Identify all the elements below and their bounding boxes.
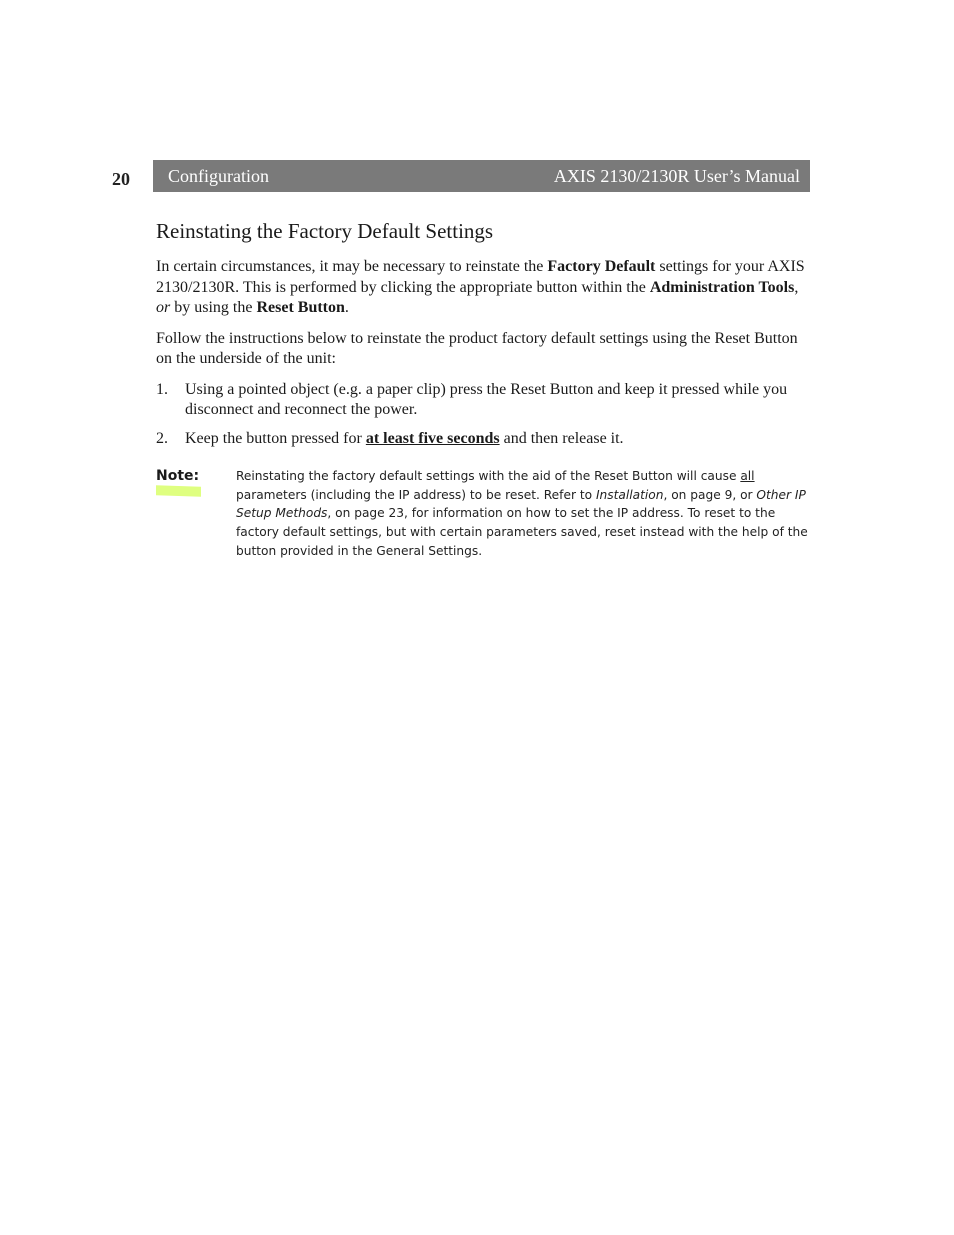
note-text <box>236 467 808 561</box>
running-header <box>153 160 810 192</box>
header-manual-title: AXIS 2130/2130R User’s Manual <box>553 165 800 186</box>
underlined-all: all <box>740 469 755 483</box>
text-run: . <box>344 299 349 316</box>
highlight-mark <box>156 485 201 497</box>
bold-term-administration-tools: Administration Tools <box>649 278 795 296</box>
text-run: , on page 9, or <box>663 487 757 502</box>
bold-term-factory-default: Factory Default <box>547 258 656 275</box>
header-section-title: Configuration <box>168 165 269 186</box>
reference-installation: Installation <box>595 487 664 502</box>
step-number: 1. <box>156 380 168 398</box>
text-run: In certain circumstances, it may be necessary to reinstate the <box>156 258 548 275</box>
instructions-paragraph: Follow the instructions below to reinstate the product factory default settings using the Reset Button on the underside of the unit: <box>156 329 798 367</box>
emphasized-duration: at least five seconds <box>365 429 500 447</box>
intro-paragraph <box>156 257 808 319</box>
text-run: , <box>794 278 799 296</box>
text-run: by using the <box>170 299 257 316</box>
step-text: Keep the button pressed for <box>185 429 366 447</box>
note-label: Note: <box>156 468 200 484</box>
step-text: Using a pointed object (e.g. a paper clip) press the Reset Button and keep it pressed while you disconnect and reconnect the power. <box>185 380 788 418</box>
bold-term-reset-button: Reset Button <box>256 299 345 316</box>
text-run: Reinstating the factory default settings with the aid of the Reset Button will cause <box>236 469 741 483</box>
list-item <box>156 429 808 450</box>
list-item <box>156 380 808 421</box>
text-run: , on page 23, for information on how to set the IP address. To reset to the factory default settings, but with certain parameters saved, reset instead with the help of the button provided in the General Settings. <box>236 506 808 558</box>
page-content <box>156 218 808 561</box>
steps-list <box>156 380 808 450</box>
italic-or: or <box>156 299 171 316</box>
text-run: settings for your AXIS 2130/2130R. This is performed by clicking the appropriate button within the <box>156 258 805 296</box>
reference-other-ip-setup: Other IP Setup Methods <box>236 487 806 521</box>
note-block <box>156 467 808 561</box>
section-heading: Reinstating the Factory Default Settings <box>156 219 494 243</box>
step-text: and then release it. <box>499 429 624 447</box>
text-run: parameters (including the IP address) to be reset. Refer to <box>236 487 596 502</box>
step-number: 2. <box>156 429 168 447</box>
page-number: 20 <box>112 169 130 189</box>
